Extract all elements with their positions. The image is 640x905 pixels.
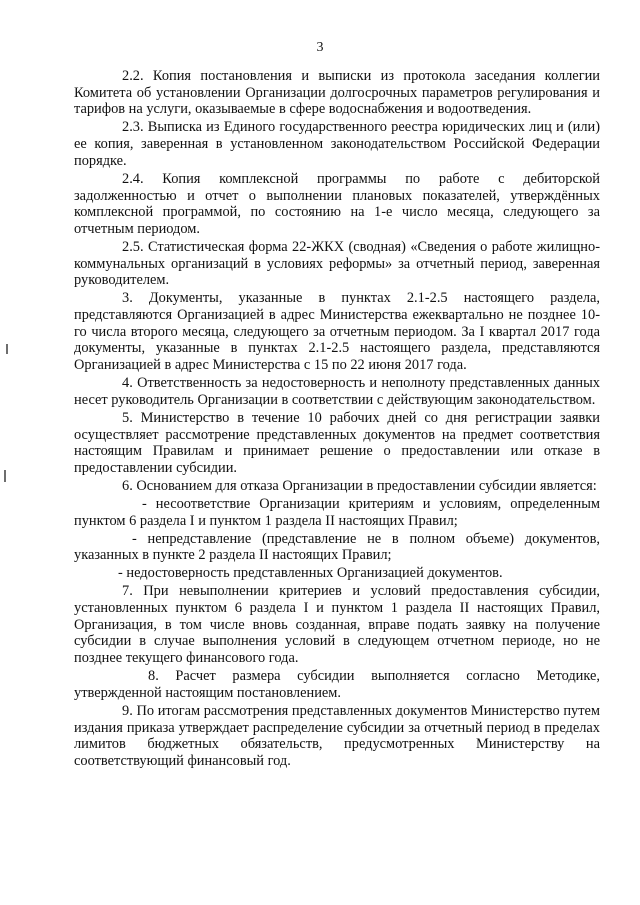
document-body: [74, 68, 600, 771]
paragraph-2-3: 2.3. Выписка из Единого государственного реестра юридических лиц и (или) ее копия, заверенная в установленном законодательством Российской Федерации порядке.: [74, 119, 600, 169]
paragraph-2-2: 2.2. Копия постановления и выписки из протокола заседания коллегии Комитета об установлении Организации долгосрочных параметров регулирования и тарифов на услуги, оказываемые в сфере водоснабжения и водоотведения.: [74, 68, 600, 118]
refusal-ground-item: - непредставление (представление не в полном объеме) документов, указанных в пункте 2 раздела II настоящих Правил;: [74, 530, 600, 564]
paragraph-4: 4. Ответственность за недостоверность и неполноту представленных данных несет руководитель Организации в соответствии с действующим законодательством.: [74, 375, 600, 408]
paragraph-8: 8. Расчет размера субсидии выполняется согласно Методике, утвержденной настоящим постановлением.: [74, 668, 600, 701]
paragraph-5: 5. Министерство в течение 10 рабочих дней со дня регистрации заявки осуществляет рассмотрение представленных документов на предмет соответствия настоящим Правилам и принимает решение о предоставлении или отказе в предоставлении субсидии.: [74, 409, 600, 476]
page-number: 3: [316, 40, 324, 55]
paragraph-9: 9. По итогам рассмотрения представленных документов Министерство путем издания приказа утверждает распределение субсидии за отчетный период в пределах лимитов бюджетных обязательств, предусмотренных Министерству на соответствующий финансовый год.: [74, 702, 600, 769]
paragraph-6: 6. Основанием для отказа Организации в предоставлении субсидии является:: [122, 477, 597, 494]
paragraph-3: 3. Документы, указанные в пунктах 2.1-2.5 настоящего раздела, представляются Организацией в адрес Министерства ежеквартально не позднее 10-го числа второго месяца, следующего за отчетным периодом. За I квартал 2017 года документы, указанные в пунктах 2.1-2.5 настоящего раздела, представляются Организацией в адрес Министерства с 15 по 22 июня 2017 года.: [74, 290, 600, 374]
margin-mark: [6, 344, 8, 354]
refusal-ground-item: - несоответствие Организации критериям и условиям, определенным пунктом 6 раздела I и пунктом 1 раздела II настоящих Правил;: [74, 495, 600, 529]
margin-mark: [4, 470, 6, 482]
paragraph-7: 7. При невыполнении критериев и условий предоставления субсидии, установленных пунктом 6 раздела I и пунктом 1 раздела II настоящих Правил, Организация, в том числе вновь созданная, вправе подать заявку на получение субсидии в случае выполнения условий в следующем отчетном периоде, но не позднее текущего финансового года.: [74, 583, 600, 667]
paragraph-2-5: 2.5. Статистическая форма 22-ЖКХ (сводная) «Сведения о работе жилищно-коммунальных организаций в условиях реформы» за отчетный период, заверенная руководителем.: [74, 238, 600, 289]
refusal-ground-item: - недостоверность представленных Организацией документов.: [118, 565, 503, 582]
paragraph-2-4: 2.4. Копия комплексной программы по работе с дебиторской задолженностью и отчет о выполнении плановых показателей, утверждённых комплексной программой, по состоянию на 1-е число месяца, следующего за отчетным периодом.: [74, 170, 600, 237]
